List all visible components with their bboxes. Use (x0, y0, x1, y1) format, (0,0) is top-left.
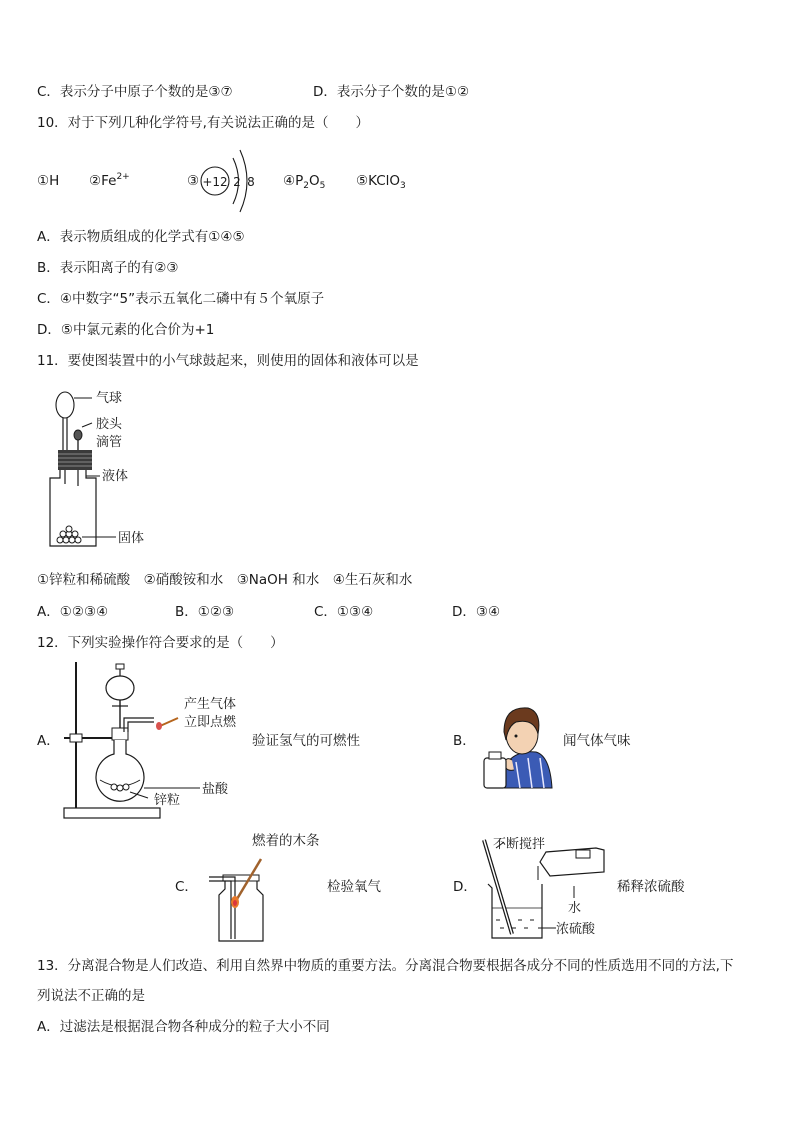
q11-option-b: B．①②③ (175, 604, 235, 620)
q10-symbol-4 (283, 172, 325, 190)
q9-option-d: D．表示分子个数的是①② (313, 84, 470, 100)
label-dropper-2: 滴管 (96, 435, 123, 450)
q10-symbol-4-sub2: 5 (319, 181, 326, 191)
atom-shell-2-count: 8 (247, 175, 255, 189)
q10-symbol-2-base: ②Fe (89, 173, 117, 189)
q12-option-c-label: C． (175, 879, 198, 895)
q12-option-d-label: D． (453, 879, 477, 895)
label-liquid: 液体 (102, 469, 129, 484)
label-stir: 不断搅拌 (493, 837, 546, 852)
atom-structure-diagram (198, 144, 258, 216)
q10-symbol-4-o: O (308, 173, 320, 189)
atom-nucleus-charge: +12 (202, 175, 228, 189)
q13-option-a: A．过滤法是根据混合物各种成分的粒子大小不同 (37, 1019, 330, 1035)
q12-option-b-caption: 闻气体气味 (563, 733, 631, 749)
label-gas-2: 立即点燃 (184, 715, 237, 730)
dilute-acid-figure (478, 828, 623, 946)
q12-stem: 12．下列实验操作符合要求的是（ ） (37, 635, 284, 651)
q12-option-b-label: B． (453, 733, 476, 749)
q10-symbol-4-sub1: 2 (303, 181, 309, 191)
q12-option-c-top: 燃着的木条 (252, 833, 320, 849)
q12-option-a-label: A． (37, 733, 60, 749)
q12-option-c-caption: 检验氧气 (327, 879, 381, 895)
label-zinc: 锌粒 (154, 793, 181, 808)
q13-stem-line-2: 列说法不正确的是 (37, 988, 145, 1004)
q10-option-d: D．⑤中氯元素的化合价为+1 (37, 322, 215, 338)
q13-stem-line-1: 13．分离混合物是人们改造、利用自然界中物质的重要方法。分离混合物要根据各成分不同的性质选用不同的方法,下 (37, 958, 734, 974)
label-gas-1: 产生气体 (184, 697, 237, 712)
label-balloon: 气球 (96, 391, 123, 406)
label-dropper-1: 胶头 (96, 417, 123, 432)
q10-symbol-5-base: ⑤KClO (356, 173, 401, 189)
label-hydrochloric-acid: 盐酸 (202, 782, 229, 797)
atom-shell-1-count: 2 (233, 175, 241, 189)
label-water: 水 (568, 901, 582, 916)
q12-option-d-caption: 稀释浓硫酸 (617, 879, 685, 895)
q11-stem: 11．要使图装置中的小气球鼓起来，则使用的固体和液体可以是 (37, 353, 419, 369)
q10-symbol-1: ①H (37, 173, 60, 189)
q10-symbol-4-p: ④P (283, 173, 304, 189)
q10-symbol-5-sub: 3 (400, 181, 406, 191)
q10-symbol-2 (89, 172, 130, 190)
smelling-gas-figure (476, 700, 556, 790)
q11-choices: ①锌粒和稀硫酸 ②硝酸铵和水 ③NaOH 和水 ④生石灰和水 (37, 572, 413, 588)
q10-option-a: A．表示物质组成的化学式有①④⑤ (37, 229, 245, 245)
hydrogen-generator-figure (60, 658, 250, 826)
q10-symbol-5 (356, 172, 406, 190)
q10-option-b: B．表示阳离子的有②③ (37, 260, 179, 276)
label-solid: 固体 (118, 531, 145, 546)
q11-option-c: C．①③④ (314, 604, 374, 620)
q10-symbol-2-charge: 2+ (116, 172, 130, 182)
q10-symbol-3-label: ③ (187, 173, 200, 189)
q10-stem: 10．对于下列几种化学符号,有关说法正确的是（ ） (37, 115, 369, 131)
q10-option-c: C．④中数字“5”表示五氧化二磷中有５个氧原子 (37, 291, 325, 307)
q12-option-a-caption: 验证氢气的可燃性 (252, 733, 360, 749)
oxygen-test-figure (205, 855, 275, 945)
label-conc-acid: 浓硫酸 (556, 922, 596, 937)
balloon-apparatus-figure (40, 380, 170, 552)
q11-option-d: D．③④ (452, 604, 501, 620)
q11-option-a: A．①②③④ (37, 604, 109, 620)
q9-option-c: C．表示分子中原子个数的是③⑦ (37, 84, 233, 100)
